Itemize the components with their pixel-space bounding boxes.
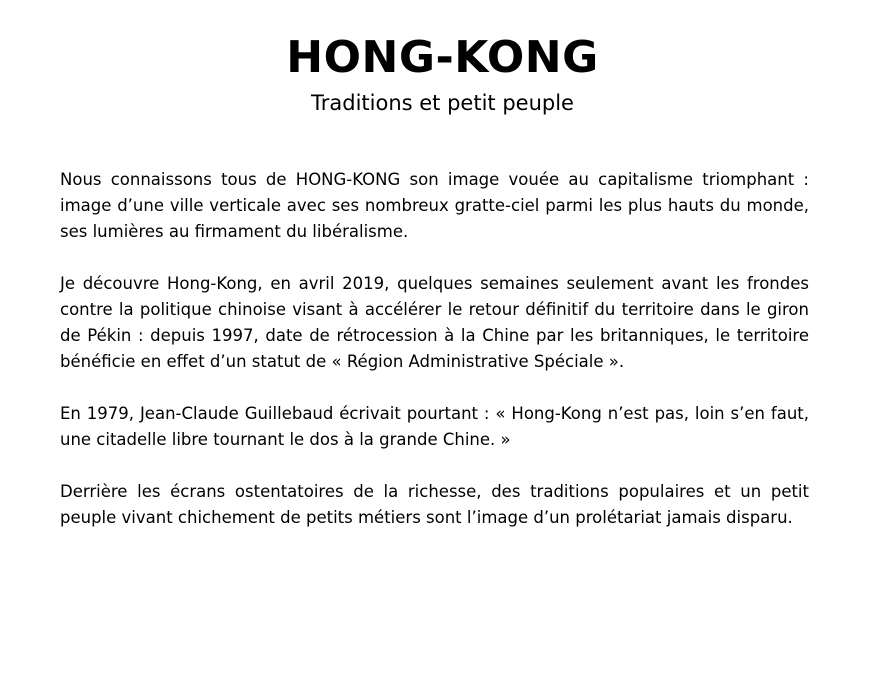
page-title: HONG-KONG [286, 32, 599, 83]
paragraph: Je découvre Hong-Kong, en avril 2019, quelques semaines seulement avant les frondes contre la politique chinoise visant à accélérer le retour définitif du territoire dans le giron de Pékin : depuis 1997, date de rétrocession à la Chine par les britanniques, le territoire bénéficie en effet d’un statut de « Région Administrative Spéciale ». [60, 274, 809, 371]
paragraph: Nous connaissons tous de HONG-KONG son image vouée au capitalisme triomphant : image d’une ville verticale avec ses nombreux gratte-ciel parmi les plus hauts du monde, ses lumières au firmament du libéralisme. [60, 170, 809, 241]
paragraph: En 1979, Jean-Claude Guillebaud écrivait pourtant : « Hong-Kong n’est pas, loin s’en faut, une citadelle libre tournant le dos à la grande Chine. » [60, 404, 809, 449]
paragraph: Derrière les écrans ostentatoires de la richesse, des traditions populaires et un petit peuple vivant chichement de petits métiers sont l’image d’un prolétariat jamais disparu. [60, 482, 809, 527]
body-text [60, 167, 809, 557]
page-subtitle: Traditions et petit peuple [311, 91, 574, 115]
